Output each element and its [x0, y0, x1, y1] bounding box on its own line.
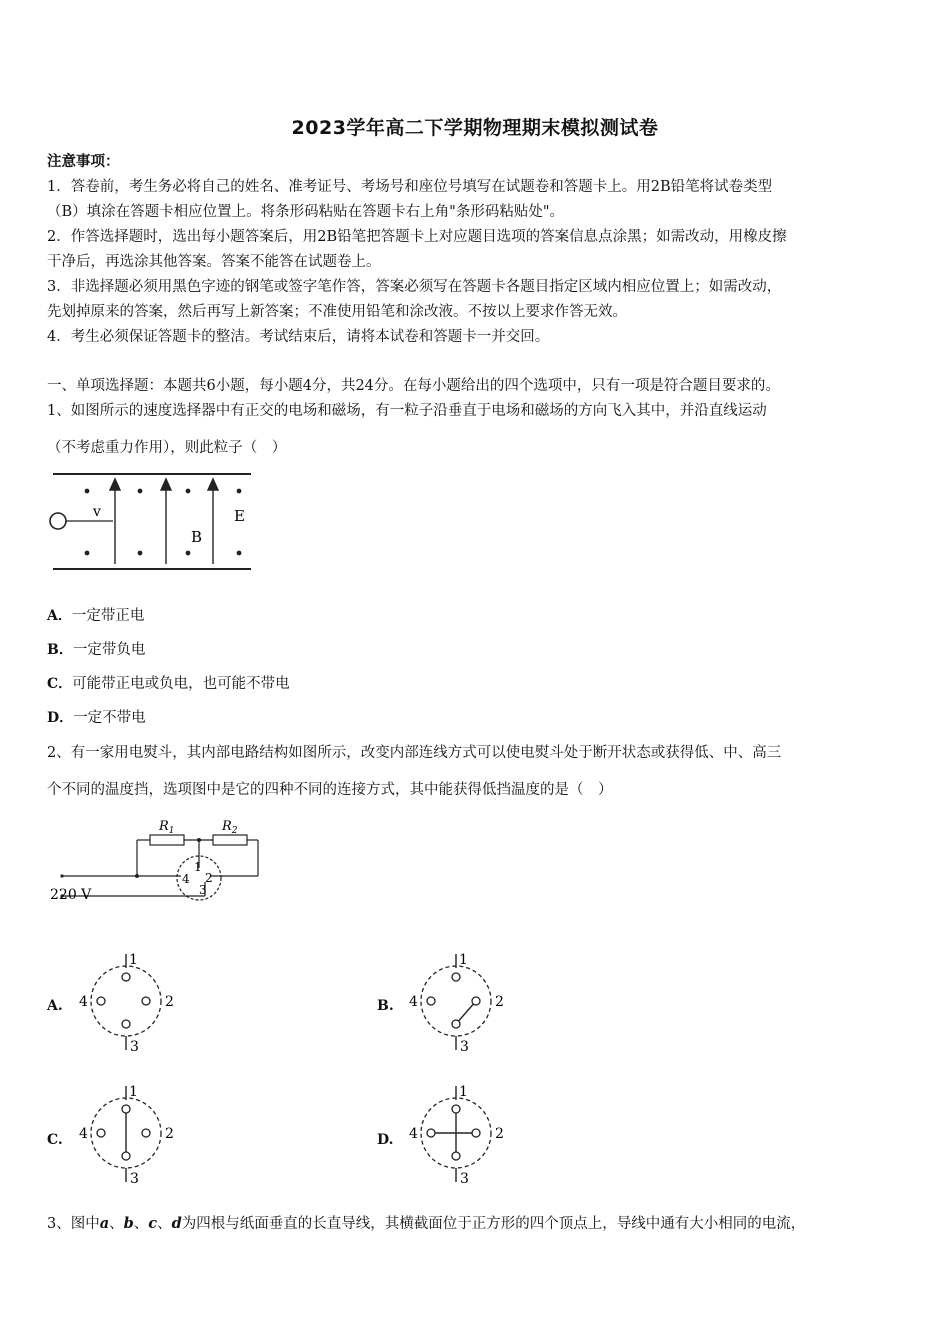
notice-line: 2．作答选择题时，选出每小题答案后，用2B铅笔把答题卡上对应题目选项的答案信息点涂黑；如需改动，用橡皮擦	[47, 229, 787, 245]
svg-text:3: 3	[460, 1039, 469, 1055]
e-field-lines	[110, 479, 218, 564]
svg-text:2: 2	[495, 994, 504, 1010]
r2-label: $R_2$	[222, 819, 238, 836]
section-heading: 一、单项选择题：本题共6小题，每小题4分，共24分。在每小题给出的四个选项中，只有一项是符合题目要求的。	[47, 378, 780, 394]
option-d-key: D.	[377, 1132, 394, 1148]
notice-line: 先划掉原来的答案，然后再写上新答案；不准使用铅笔和涂改液。不按以上要求作答无效。	[47, 304, 627, 320]
terminal-3-label: 3	[199, 883, 207, 897]
option-b-key: B.	[377, 998, 394, 1014]
svg-text:2: 2	[165, 1126, 174, 1142]
terminal-2-label: 2	[205, 871, 213, 885]
notice-line: 3．非选择题必须用黑色字迹的钢笔或签字笔作答，答案必须写在答题卡各题目指定区域内相应位置上；如需改动，	[47, 279, 782, 295]
velocity-selector-figure	[45, 468, 255, 574]
svg-text:1: 1	[459, 952, 468, 968]
notice-line: （B）填涂在答题卡相应位置上。将条形码粘贴在答题卡右上角"条形码粘贴处"。	[47, 204, 564, 220]
svg-text:4: 4	[79, 994, 88, 1010]
b-field-dots	[85, 489, 242, 556]
notice-heading: 注意事项：	[47, 153, 120, 170]
terminal-4-label: 4	[182, 872, 190, 886]
r1-label: $R_1$	[159, 819, 175, 836]
e-label: E	[234, 507, 245, 525]
svg-text:2: 2	[165, 994, 174, 1010]
notice-line: 1．答卷前，考生务必将自己的姓名、准考证号、考场号和座位号填写在试题卷和答题卡上。用2B铅笔将试卷类型	[47, 179, 773, 195]
option-a-key: A.	[47, 998, 63, 1014]
iron-circuit-figure	[45, 812, 265, 908]
svg-text:4: 4	[409, 994, 418, 1010]
voltage-label: 220 V	[50, 887, 92, 903]
connection-option-a	[74, 948, 184, 1056]
velocity-label: v	[93, 504, 101, 520]
question-3-text: 3、图中a、b、c、d为四根与纸面垂直的长直导线，其横截面位于正方形的四个顶点上，导线中通有大小相同的电流，	[47, 1215, 806, 1232]
option-c-key: C.	[47, 1132, 63, 1148]
option-b: B．一定带负电	[47, 642, 146, 658]
option-a: A．一定带正电	[47, 608, 145, 624]
svg-text:3: 3	[130, 1039, 139, 1055]
svg-text:1: 1	[129, 952, 138, 968]
svg-text:3: 3	[460, 1171, 469, 1187]
svg-text:4: 4	[79, 1126, 88, 1142]
terminal-1-label: 1	[194, 860, 202, 874]
question-2-text: 2、有一家用电熨斗，其内部电路结构如图所示，改变内部连线方式可以使电熨斗处于断开状态或获得低、中、高三	[47, 745, 782, 761]
svg-text:1: 1	[129, 1084, 138, 1100]
page-title: 2023学年高二下学期物理期末模拟测试卷	[291, 117, 659, 139]
svg-text:3: 3	[130, 1171, 139, 1187]
question-2-text: 个不同的温度挡，选项图中是它的四种不同的连接方式，其中能获得低挡温度的是（ ）	[47, 782, 613, 798]
notice-line: 4．考生必须保证答题卡的整洁。考试结束后，请将本试卷和答题卡一并交回。	[47, 329, 550, 345]
b-label: B	[191, 528, 203, 546]
connection-option-b	[404, 948, 514, 1056]
connection-option-c	[74, 1080, 184, 1188]
notice-line: 干净后，再选涂其他答案。答案不能答在试题卷上。	[47, 254, 381, 270]
connection-option-d	[404, 1080, 514, 1188]
question-1-text: （不考虑重力作用），则此粒子（ ）	[47, 440, 287, 456]
question-1-text: 1、如图所示的速度选择器中有正交的电场和磁场，有一粒子沿垂直于电场和磁场的方向飞入其中，并沿直线运动	[47, 403, 767, 419]
svg-text:2: 2	[495, 1126, 504, 1142]
particle	[50, 513, 66, 529]
svg-text:4: 4	[409, 1126, 418, 1142]
option-c: C．可能带正电或负电，也可能不带电	[47, 676, 290, 692]
svg-text:1: 1	[459, 1084, 468, 1100]
option-d: D．一定不带电	[47, 710, 146, 726]
